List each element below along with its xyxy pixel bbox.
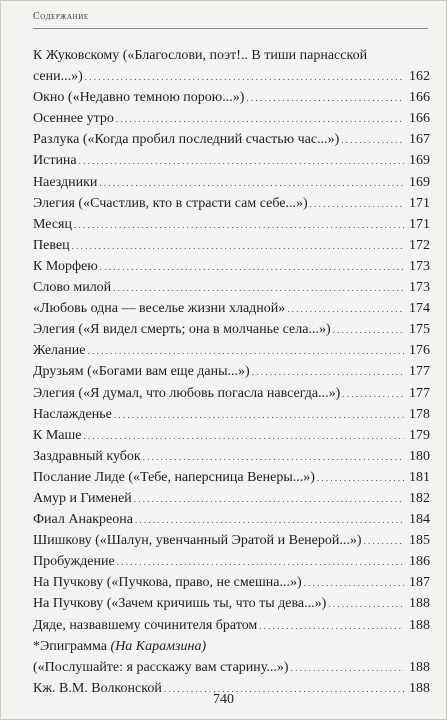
toc-entry-title <box>33 256 98 277</box>
toc-entry-title-text: Месяц <box>33 216 72 232</box>
dot-leader <box>364 530 404 552</box>
toc-entry <box>33 467 430 488</box>
toc-entry <box>33 193 430 214</box>
toc-entry-title-text: «Любовь одна — веселье жизни хладной» <box>33 301 286 317</box>
toc-entry-title <box>33 87 244 108</box>
toc-entry-title-text: Фиал Анакреона <box>33 512 133 528</box>
toc-entry-title-text: Наездники <box>33 174 98 190</box>
toc-entry-title-text: Элегия («Я видел смерть; она в молчанье села...») <box>33 322 331 338</box>
dot-leader <box>328 593 404 615</box>
dot-leader <box>259 615 404 637</box>
toc-entry-page: 174 <box>409 301 430 317</box>
toc-entry <box>33 361 430 382</box>
toc-entry <box>33 129 430 150</box>
toc-entry-page: 182 <box>409 490 430 506</box>
toc-entry <box>33 150 430 171</box>
toc-entry-title <box>33 214 72 235</box>
toc-entry <box>33 488 430 509</box>
toc-entry-title <box>33 383 340 404</box>
toc-entry-title <box>33 509 133 530</box>
toc-entry-title-text: К Морфею <box>33 258 98 274</box>
dot-leader <box>85 66 404 88</box>
toc-entry-page: 166 <box>409 90 430 106</box>
toc-entry-page: 180 <box>409 448 430 464</box>
toc-entry-title <box>33 361 250 382</box>
toc-entry-title <box>33 172 97 193</box>
toc-entry <box>33 256 430 277</box>
toc-entry-title <box>33 150 77 171</box>
toc-entry-page: 188 <box>409 596 430 612</box>
toc-entry <box>33 530 430 551</box>
toc-entry-title <box>33 340 85 361</box>
toc-entry-page: 184 <box>409 512 430 528</box>
dot-leader <box>114 404 404 426</box>
toc-entry-page: 181 <box>409 469 430 485</box>
dot-leader <box>342 383 404 405</box>
toc-entry-title-text: *Эпиграмма <box>33 638 111 654</box>
toc-entry-title <box>33 108 114 129</box>
dot-leader <box>143 446 404 468</box>
toc-entry <box>33 214 430 235</box>
toc-entry-title-text: Элегия («Счастлив, кто в страсти сам себе...») <box>33 195 308 211</box>
toc-entry-title-line1: К Жуковскому («Благослови, поэт!.. В тиши парнасской <box>33 48 368 63</box>
table-of-contents <box>33 45 430 699</box>
dot-leader <box>291 657 404 679</box>
toc-entry-title <box>33 572 302 593</box>
toc-entry <box>33 277 430 298</box>
toc-entry-title-text: Наслажденье <box>33 406 112 422</box>
toc-entry-title-text: Друзьям («Богами вам еще даны...») <box>33 364 250 380</box>
dot-leader <box>310 193 404 215</box>
toc-entry-title-text: Желание <box>33 343 86 359</box>
toc-entry-title <box>33 657 289 678</box>
toc-entry-title-text: Элегия («Я думал, что любовь погасла навсегда...») <box>33 385 341 401</box>
toc-entry-page: 175 <box>409 322 430 338</box>
dot-leader <box>113 277 404 299</box>
toc-entry <box>33 319 430 340</box>
toc-entry-title-text: Шишкову («Шалун, увенчанный Эратой и Венерой...») <box>33 533 362 549</box>
toc-entry-page: 179 <box>409 427 430 443</box>
toc-entry <box>33 87 430 108</box>
toc-entry-page: 173 <box>409 258 430 274</box>
toc-entry <box>33 657 430 678</box>
dot-leader <box>341 129 404 151</box>
dot-leader <box>252 361 404 383</box>
toc-entry-title-text: Разлука («Когда пробил последний счастью час...») <box>33 132 340 148</box>
toc-entry-title <box>33 615 257 636</box>
dot-leader <box>84 425 405 447</box>
toc-entry <box>33 235 430 256</box>
toc-entry-title-text: Окно («Недавно темною порою...») <box>33 90 245 106</box>
toc-entry <box>33 340 430 361</box>
toc-entry-title-text: Осеннее утро <box>33 111 114 127</box>
toc-entry-title <box>33 66 83 87</box>
toc-entry-title-italic: (На Карамзина) <box>110 638 207 654</box>
toc-entry-title <box>33 129 339 150</box>
dot-leader <box>287 298 404 320</box>
toc-entry-page: 171 <box>409 216 430 232</box>
toc-entry-title <box>33 467 315 488</box>
toc-entry <box>33 108 430 129</box>
toc-entry-page: 178 <box>409 406 430 422</box>
running-header: Содержание <box>33 11 89 22</box>
header-rule <box>33 28 428 29</box>
toc-entry-title <box>33 530 362 551</box>
toc-entry-page: 166 <box>409 111 430 127</box>
toc-entry-page: 185 <box>409 533 430 549</box>
toc-entry-page: 173 <box>409 280 430 296</box>
dot-leader <box>333 319 404 341</box>
toc-entry <box>33 593 430 614</box>
toc-entry-title-text: Послание Лиде («Тебе, наперсница Венеры...») <box>33 469 315 485</box>
toc-entry-title-text: («Послушайте: я расскажу вам старину...») <box>33 659 289 675</box>
toc-entry-title-text: Певец <box>33 237 70 253</box>
dot-leader <box>99 172 404 194</box>
toc-entry-page: 187 <box>409 575 430 591</box>
toc-entry-page: 176 <box>409 343 430 359</box>
toc-entry-title <box>33 488 132 509</box>
toc-entry-page: 167 <box>409 132 430 148</box>
toc-entry-title <box>33 235 70 256</box>
toc-entry-title-text: Амур и Гименей <box>33 490 132 506</box>
toc-entry-title-text: Дяде, назвавшему сочинителя братом <box>33 617 258 633</box>
toc-entry-title <box>33 425 82 446</box>
dot-leader <box>134 488 404 510</box>
toc-entry-title-text: Пробуждение <box>33 554 115 570</box>
toc-entry-page: 172 <box>409 237 430 253</box>
toc-entry-title-text: Кж. В.М. Волконской <box>33 680 162 696</box>
dot-leader <box>87 340 404 362</box>
toc-entry <box>33 551 430 572</box>
toc-entry <box>33 425 430 446</box>
dot-leader <box>135 509 404 531</box>
page-number: 740 <box>213 692 234 707</box>
dot-leader <box>246 87 404 109</box>
toc-entry-page: 177 <box>409 364 430 380</box>
dot-leader <box>74 214 404 236</box>
toc-entry-title-text: сени...») <box>33 69 83 85</box>
toc-entry-page: 186 <box>409 554 430 570</box>
toc-entry-title <box>33 551 115 572</box>
toc-entry-title-text: На Пучкову («Пучкова, право, не смешна...») <box>33 575 302 591</box>
toc-entry <box>33 615 430 636</box>
dot-leader <box>79 150 404 172</box>
toc-entry-page: 188 <box>409 680 430 696</box>
toc-entry-page: 188 <box>409 617 430 633</box>
toc-entry-title-text: К Маше <box>33 427 82 443</box>
toc-entry-title <box>33 319 331 340</box>
toc-entry-page: 188 <box>409 659 430 675</box>
toc-entry-page: 171 <box>409 195 430 211</box>
toc-entry-title <box>33 404 112 425</box>
dot-leader <box>117 551 404 573</box>
dot-leader <box>317 467 404 489</box>
toc-entry-title <box>33 277 111 298</box>
toc-entry <box>33 404 430 425</box>
toc-entry-title-text: Истина <box>33 153 77 169</box>
toc-entry-title <box>33 298 285 319</box>
toc-entry <box>33 383 430 404</box>
dot-leader <box>304 572 404 594</box>
toc-entry <box>33 636 430 657</box>
toc-entry-title-text: На Пучкову («Зачем кричишь ты, что ты дева...») <box>33 596 327 612</box>
toc-entry <box>33 572 430 593</box>
toc-entry-title <box>33 193 308 214</box>
toc-entry <box>33 509 430 530</box>
toc-entry-page: 169 <box>409 174 430 190</box>
toc-entry-page: 177 <box>409 385 430 401</box>
toc-entry <box>33 298 430 319</box>
toc-entry-title-text: Слово милой <box>33 280 112 296</box>
toc-entry <box>33 45 430 87</box>
toc-entry-title-text: Заздравный кубок <box>33 448 141 464</box>
toc-entry-page: 162 <box>409 69 430 85</box>
toc-entry-title <box>33 593 326 614</box>
dot-leader <box>116 108 404 130</box>
dot-leader <box>100 256 404 278</box>
toc-entry-title <box>33 446 141 467</box>
toc-entry <box>33 172 430 193</box>
toc-entry-title <box>33 636 206 657</box>
toc-entry <box>33 446 430 467</box>
dot-leader <box>72 235 404 257</box>
toc-entry-page: 169 <box>409 153 430 169</box>
